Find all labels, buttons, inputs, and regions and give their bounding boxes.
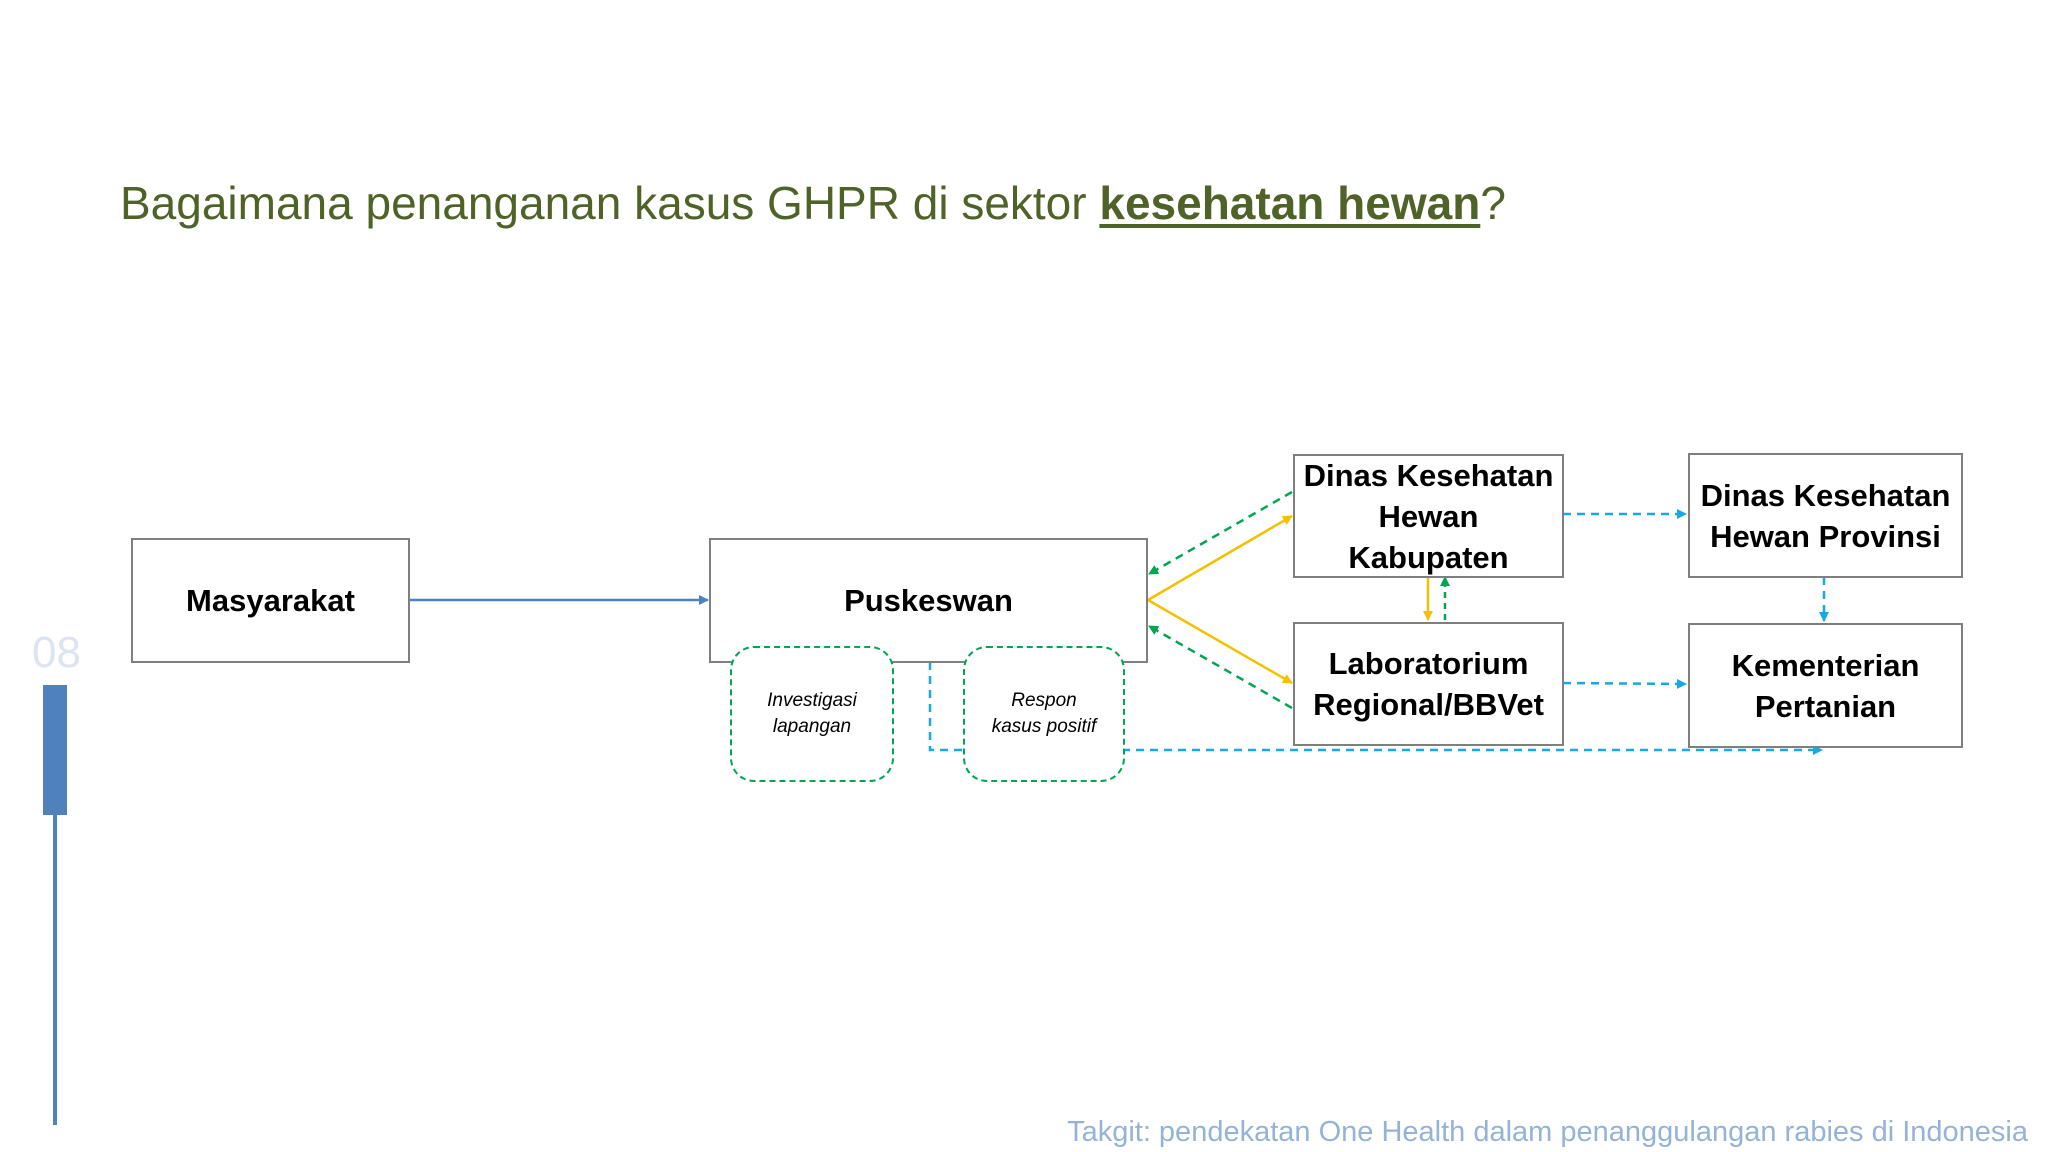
node-laboratorium-label: Laboratorium Regional/BBVet — [1313, 646, 1544, 722]
node-laboratorium-regional — [1293, 622, 1564, 746]
title-suffix: ? — [1480, 177, 1506, 229]
node-investigasi-label: Investigasi lapangan — [767, 690, 857, 737]
arrow-laboratorium-puskeswan — [1149, 626, 1292, 708]
arrow-puskeswan-laboratorium — [1148, 600, 1292, 683]
node-dinas-kesehatan-hewan-kabupaten — [1293, 454, 1564, 578]
node-kementerian-pertanian — [1688, 623, 1963, 748]
node-puskeswan-label: Puskeswan — [844, 583, 1013, 618]
title-prefix: Bagaimana penanganan kasus GHPR di sektor — [120, 177, 1100, 229]
title-emphasis: kesehatan hewan — [1099, 177, 1481, 229]
node-investigasi-lapangan — [730, 646, 894, 782]
arrow-laboratorium-kementerian — [1563, 683, 1686, 684]
node-puskeswan — [709, 538, 1148, 663]
node-dinas-kesehatan-hewan-provinsi — [1688, 453, 1963, 578]
arrow-dinas-kabupaten-puskeswan — [1149, 492, 1292, 574]
node-masyarakat-label: Masyarakat — [186, 583, 355, 618]
node-kementerian-label: Kementerian Pertanian — [1731, 647, 1920, 724]
arrow-puskeswan-dinas-kabupaten — [1148, 516, 1292, 600]
footer-source: Takgit: pendekatan One Health dalam penanggulangan rabies di Indonesia — [1067, 1116, 2028, 1148]
node-dinas-kabupaten-label: Dinas Kesehatan Hewan Kabupaten — [1303, 457, 1554, 575]
node-respon-label: Respon kasus positif — [991, 690, 1097, 737]
node-masyarakat — [131, 538, 410, 663]
node-dinas-provinsi-label: Dinas Kesehatan Hewan Provinsi — [1700, 477, 1951, 554]
node-respon-kasus-positif — [963, 646, 1125, 782]
slide-number: 08 — [32, 628, 81, 677]
